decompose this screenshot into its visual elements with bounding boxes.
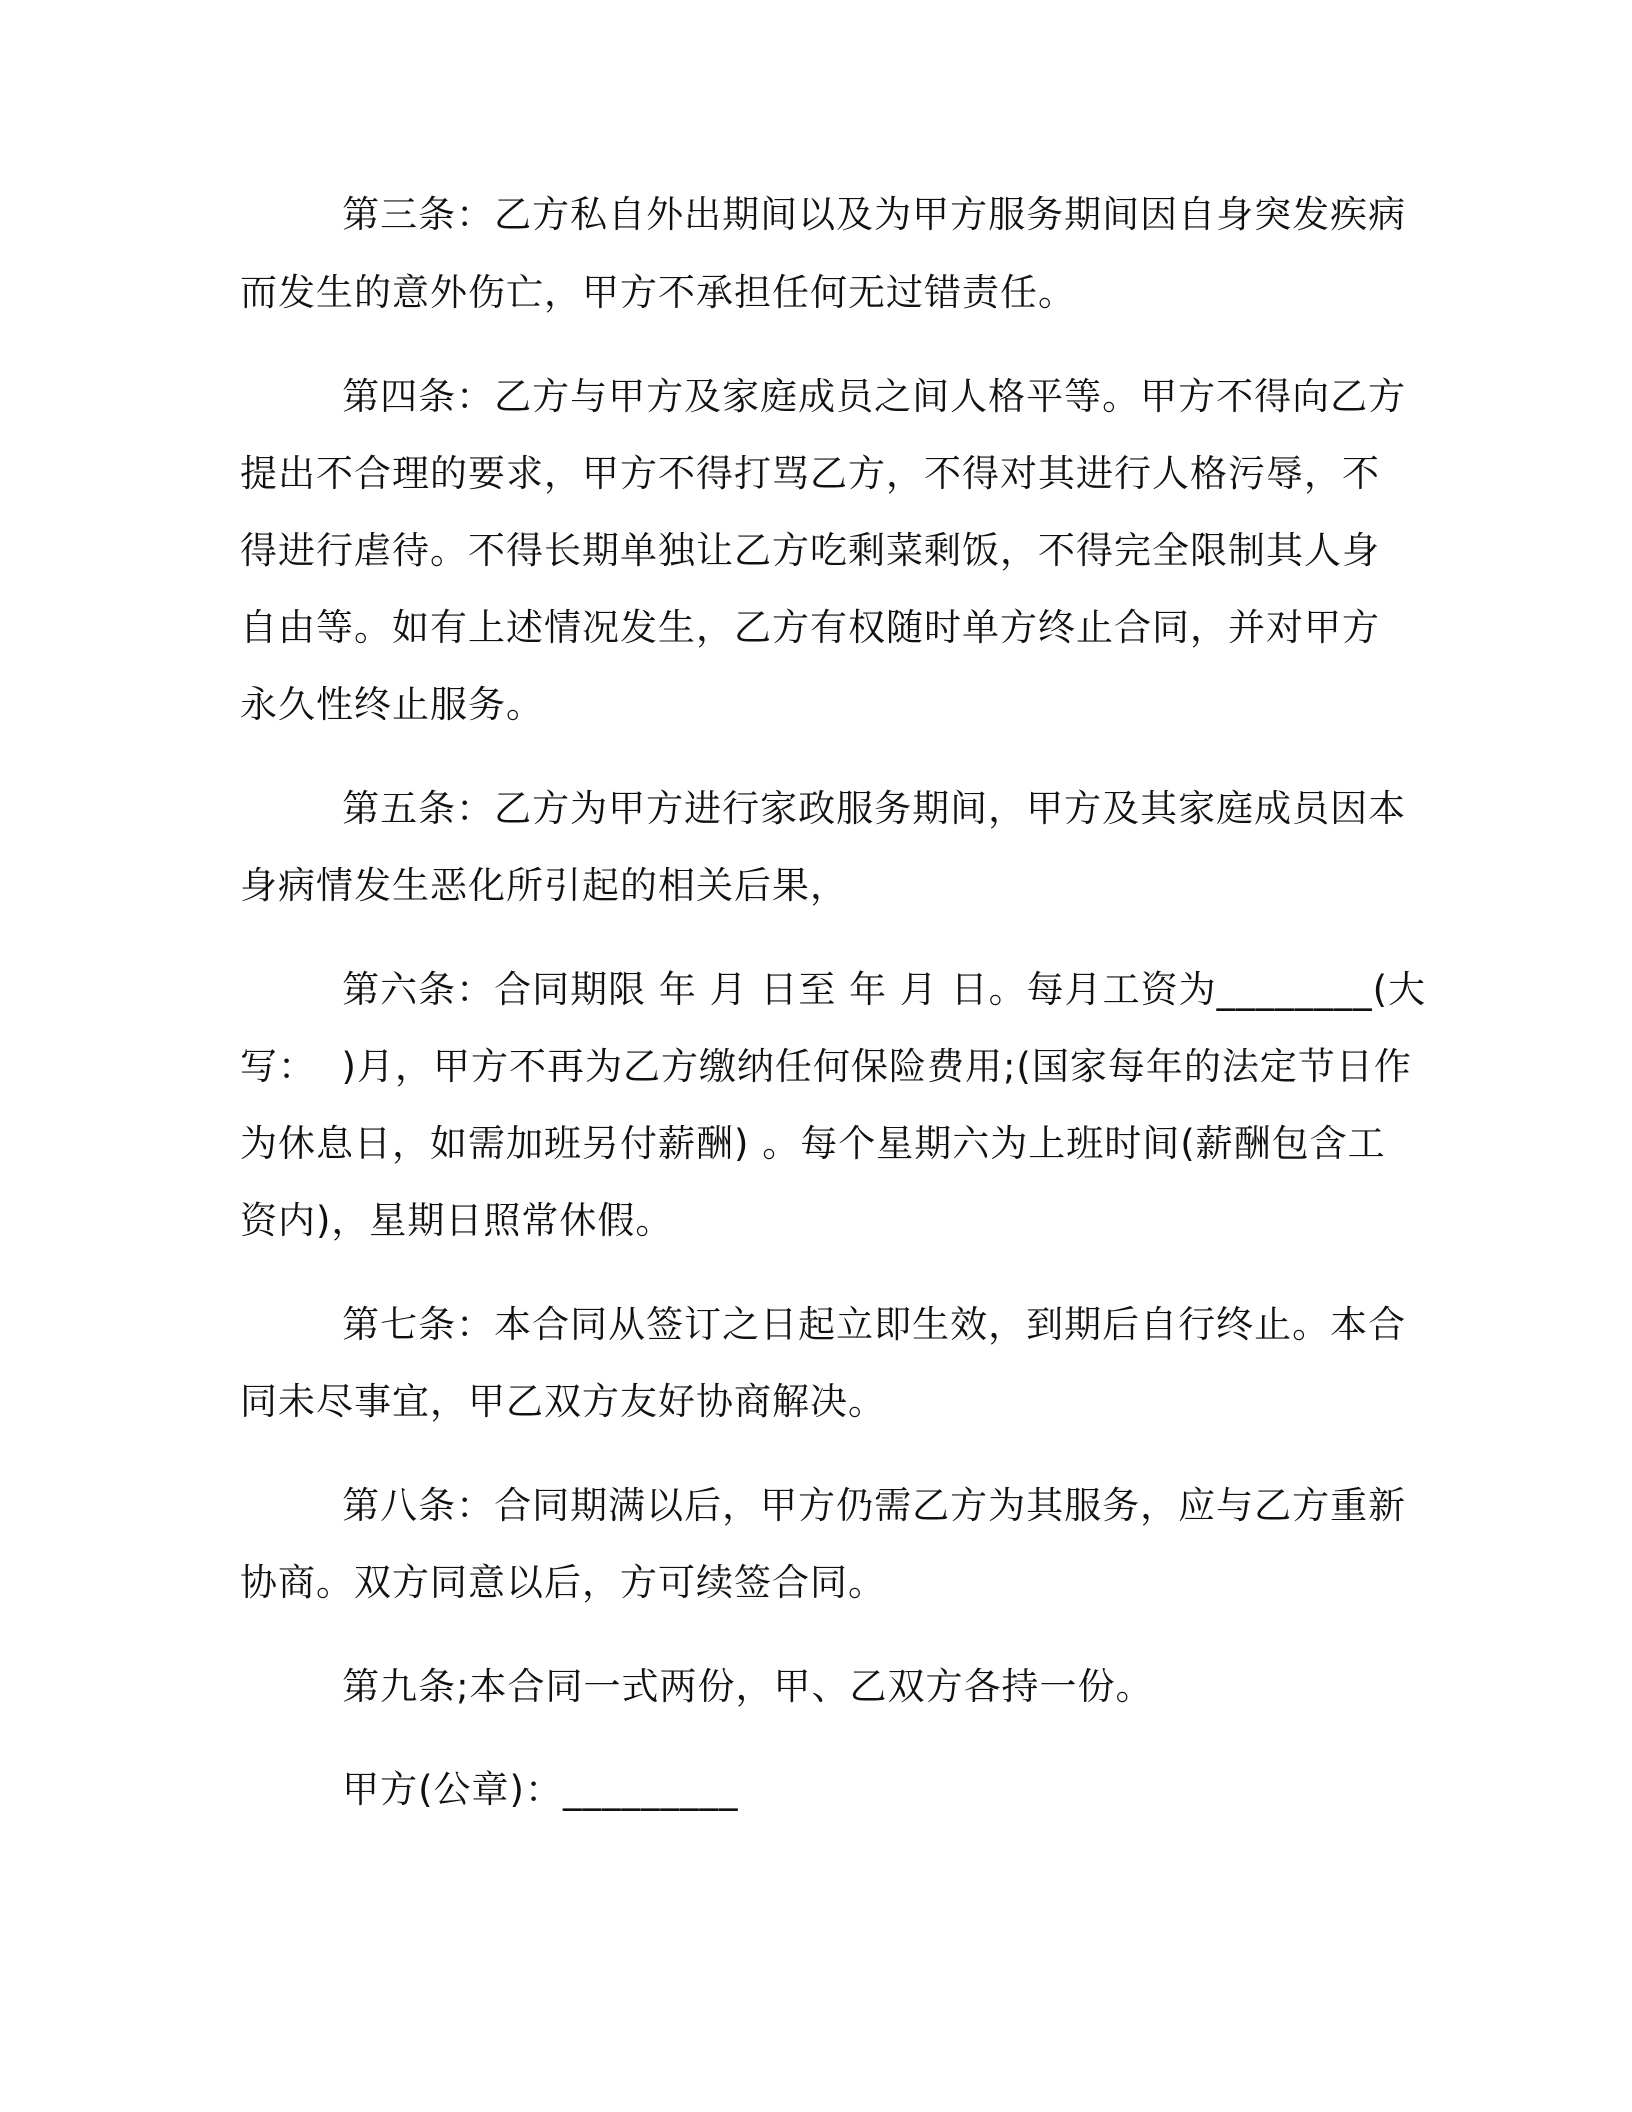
text-line: 第五条：乙方为甲方进行家政服务期间，甲方及其家庭成员因本 (240, 787, 1407, 830)
text-line: 自由等。如有上述情况发生，乙方有权随时单方终止合同，并对甲方 (240, 606, 1380, 649)
text-line: 第九条;本合同一式两份，甲、乙双方各持一份。 (240, 1665, 1154, 1708)
text-line: 甲方(公章)：_________ (240, 1768, 739, 1811)
text-line: 第七条：本合同从签订之日起立即生效，到期后自行终止。本合 (240, 1303, 1407, 1346)
text-line: 同未尽事宜，甲乙双方友好协商解决。 (240, 1380, 886, 1423)
text-line: 永久性终止服务。 (240, 683, 544, 726)
text-line: 身病情发生恶化所引起的相关后果， (240, 864, 848, 907)
text-line: 第四条：乙方与甲方及家庭成员之间人格平等。甲方不得向乙方 (240, 375, 1407, 418)
text-line: 第八条：合同期满以后，甲方仍需乙方为其服务，应与乙方重新 (240, 1484, 1407, 1527)
text-line: 第三条：乙方私自外出期间以及为甲方服务期间因自身突发疾病 (240, 193, 1407, 236)
text-line: 第六条：合同期限 年 月 日至 年 月 日。每月工资为________(大 (240, 968, 1427, 1011)
text-line: 写： )月，甲方不再为乙方缴纳任何保险费用;(国家每年的法定节日作 (240, 1045, 1412, 1088)
text-line: 协商。双方同意以后，方可续签合同。 (240, 1561, 886, 1604)
text-line: 得进行虐待。不得长期单独让乙方吃剩菜剩饭，不得完全限制其人身 (240, 529, 1380, 572)
text-line: 资内)，星期日照常休假。 (240, 1199, 674, 1242)
text-line: 提出不合理的要求，甲方不得打骂乙方，不得对其进行人格污辱，不 (240, 452, 1380, 495)
text-line: 而发生的意外伤亡，甲方不承担任何无过错责任。 (240, 271, 1076, 314)
text-line: 为休息日，如需加班另付薪酬) 。每个星期六为上班时间(薪酬包含工 (240, 1122, 1386, 1165)
